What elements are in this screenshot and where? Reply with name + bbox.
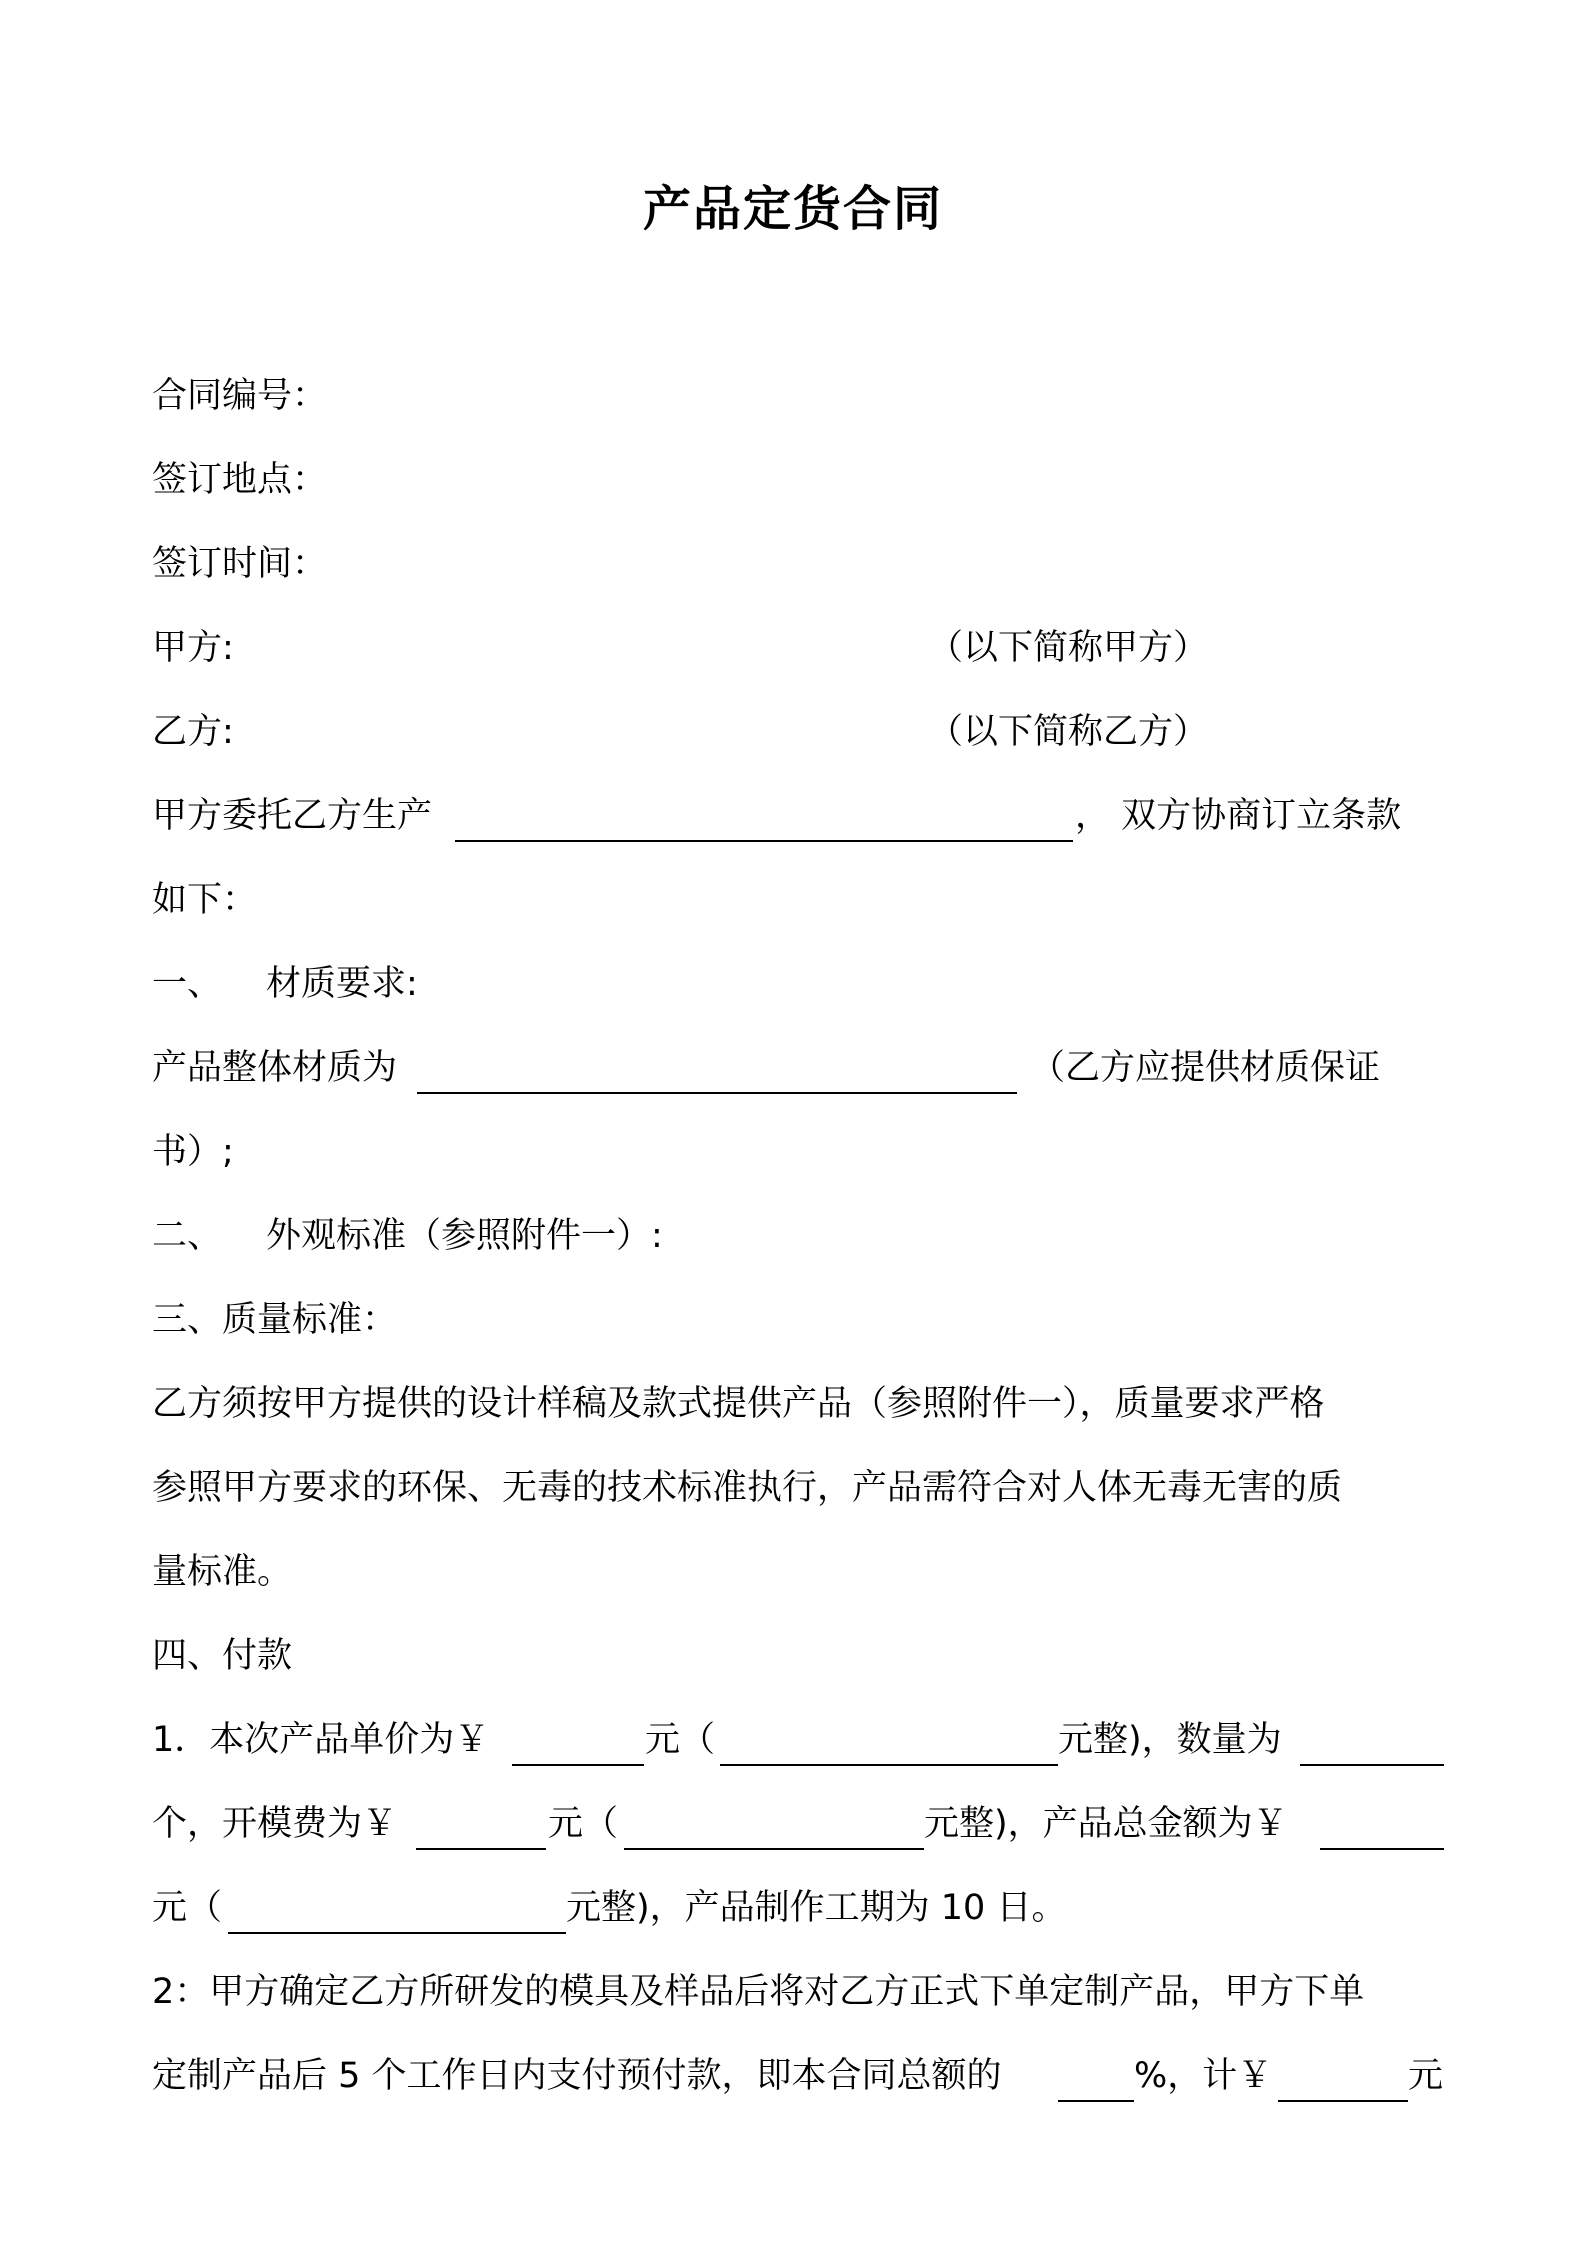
section3-paragraph-line1: 乙方须按甲方提供的设计样稿及款式提供产品（参照附件一），质量要求严格 — [152, 1384, 1325, 1424]
section3-heading: 三、质量标准： — [152, 1300, 398, 1340]
signing-place-label: 签订地点： — [152, 460, 328, 500]
prepayment-yuan-text: 元 — [1408, 2056, 1444, 2096]
total-amount-text: 元整)，产品总金额为￥ — [924, 1804, 1288, 1844]
party-b-label: 乙方: — [152, 712, 234, 752]
section1-heading: 材质要求: — [266, 964, 418, 1004]
total-yuan-open: 元（ — [152, 1888, 223, 1928]
total-amount-blank — [1320, 1848, 1444, 1850]
section2-heading: 外观标准（参照附件一）: — [266, 1216, 663, 1256]
payment-item2-line2: 定制产品后 5 个工作日内支付预付款，即本合同总额的 — [152, 2056, 1002, 2096]
section2-number: 二、 — [152, 1216, 223, 1256]
signing-time-label: 签订时间： — [152, 544, 328, 584]
mold-fee-yuan-open: 元（ — [548, 1804, 619, 1844]
contract-number-label: 合同编号： — [152, 376, 328, 416]
intro-text-start: 甲方委托乙方生产 — [152, 796, 433, 836]
unit-price-quantity-text: 元整)，数量为 — [1058, 1720, 1282, 1760]
section1-material-note: （乙方应提供材质保证 — [1030, 1048, 1381, 1088]
document-title: 产品定货合同 — [642, 181, 943, 237]
party-b-note: （以下简称乙方） — [928, 712, 1209, 752]
party-a-note: （以下简称甲方） — [928, 628, 1209, 668]
production-period-text: 元整)，产品制作工期为 10 日。 — [566, 1888, 1067, 1928]
unit-price-words-blank — [720, 1764, 1058, 1766]
quantity-blank — [1300, 1764, 1444, 1766]
mold-fee-text: 个，开模费为￥ — [152, 1804, 398, 1844]
material-blank — [417, 1092, 1017, 1094]
mold-fee-words-blank — [624, 1848, 924, 1850]
section3-paragraph-line3: 量标准。 — [152, 1552, 293, 1592]
section4-heading: 四、付款 — [152, 1636, 293, 1676]
unit-price-text: 1．本次产品单价为￥ — [152, 1720, 490, 1760]
intro-text-end: ， 双方协商订立条款 — [1075, 796, 1402, 836]
total-amount-words-blank — [228, 1932, 566, 1934]
intro-text-continued: 如下： — [152, 880, 258, 920]
section1-material-note-continued: 书）; — [152, 1132, 234, 1172]
product-name-blank — [455, 840, 1073, 842]
prepayment-percent-text: %，计￥ — [1134, 2056, 1273, 2096]
prepayment-percent-blank — [1058, 2100, 1134, 2102]
unit-price-yuan-open: 元（ — [645, 1720, 716, 1760]
mold-fee-blank — [416, 1848, 546, 1850]
payment-item2-line1: 2：甲方确定乙方所研发的模具及样品后将对乙方正式下单定制产品，甲方下单 — [152, 1972, 1365, 2012]
section1-number: 一、 — [152, 964, 223, 1004]
party-a-label: 甲方: — [152, 628, 234, 668]
section3-paragraph-line2: 参照甲方要求的环保、无毒的技术标准执行，产品需符合对人体无毒无害的质 — [152, 1468, 1343, 1508]
prepayment-amount-blank — [1278, 2100, 1408, 2102]
section1-material-text: 产品整体材质为 — [152, 1048, 398, 1088]
unit-price-blank — [512, 1764, 644, 1766]
